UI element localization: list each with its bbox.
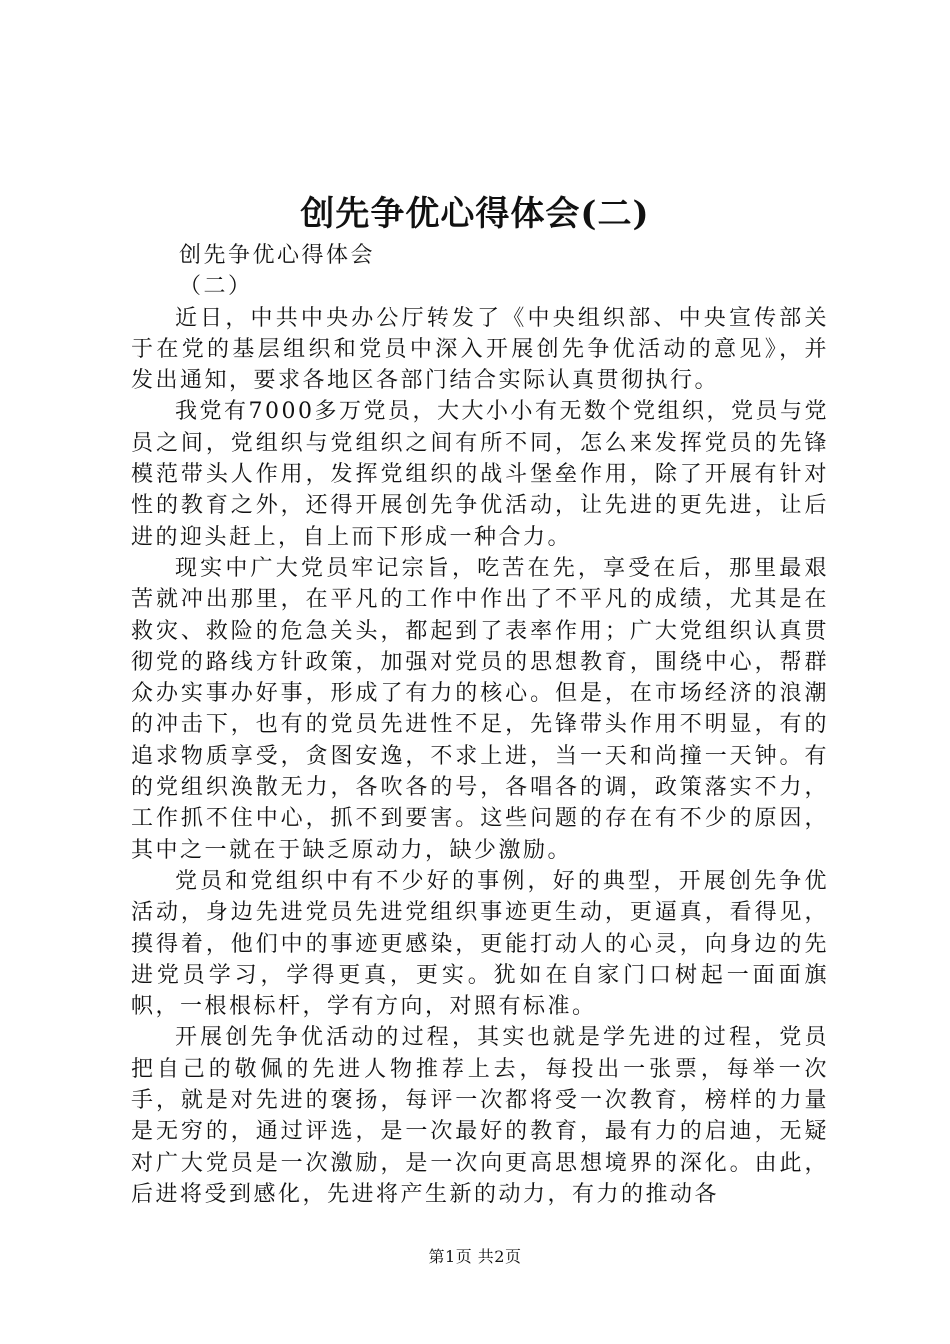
document-body [131, 240, 829, 1210]
document-subtitle: 创先争优心得体会 [179, 243, 376, 268]
paragraph-1: 近日，中共中央办公厅转发了《中央组织部、中央宣传部关于在党的基层组织和党员中深入开展创先争优活动的意见》，并发出通知，要求各地区各部门结合实际认真贯彻执行。 [131, 305, 829, 394]
paragraph-5: 开展创先争优活动的过程，其实也就是学先进的过程，党员把自己的敬佩的先进人物推荐上去，每投出一张票，每举一次手，就是对先进的褒扬，每评一次都将受一次教育，榜样的力量是无穷的，通过评选，是一次最好的教育，最有力的启迪，无疑对广大党员是一次激励，是一次向更高思想境界的深化。由此，后进将受到感化，先进将产生新的动力，有力的推动各 [131, 1025, 829, 1207]
paragraph-3: 现实中广大党员牢记宗旨，吃苦在先，享受在后，那里最艰苦就冲出那里，在平凡的工作中作出了不平凡的成绩，尤其是在救灾、救险的危急关头，都起到了表率作用；广大党组织认真贯彻党的路线方针政策，加强对党员的思想教育，围绕中心，帮群众办实事办好事，形成了有力的核心。但是，在市场经济的浪潮的冲击下，也有的党员先进性不足，先锋带头作用不明显，有的追求物质享受，贪图安逸，不求上进，当一天和尚撞一天钟。有的党组织涣散无力，各吹各的号，各唱各的调，政策落实不力，工作抓不住中心，抓不到要害。这些问题的存在有不少的原因，其中之一就在于缺乏原动力，缺少激励。 [131, 555, 829, 863]
document-title: 创先争优心得体会(二) [300, 194, 650, 234]
paragraph-2: 我党有7000多万党员，大大小小有无数个党组织，党员与党员之间，党组织与党组织之间有所不同，怎么来发挥党员的先锋模范带头人作用，发挥党组织的战斗堡垒作用，除了开展有针对性的教育之外，还得开展创先争优活动，让先进的更先进，让后进的迎头赶上，自上而下形成一种合力。 [131, 399, 829, 550]
document-subtitle-number: （二） [179, 274, 253, 300]
paragraph-4: 党员和党组织中有不少好的事例，好的典型，开展创先争优活动，身边先进党员先进党组织事迹更生动，更逼真，看得见，摸得着，他们中的事迹更感染，更能打动人的心灵，向身边的先进党员学习，学得更真，更实。犹如在自家门口树起一面面旗帜，一根根标杆，学有方向，对照有标准。 [131, 868, 829, 1020]
page-footer: 第1页 共2页 [428, 1247, 522, 1266]
